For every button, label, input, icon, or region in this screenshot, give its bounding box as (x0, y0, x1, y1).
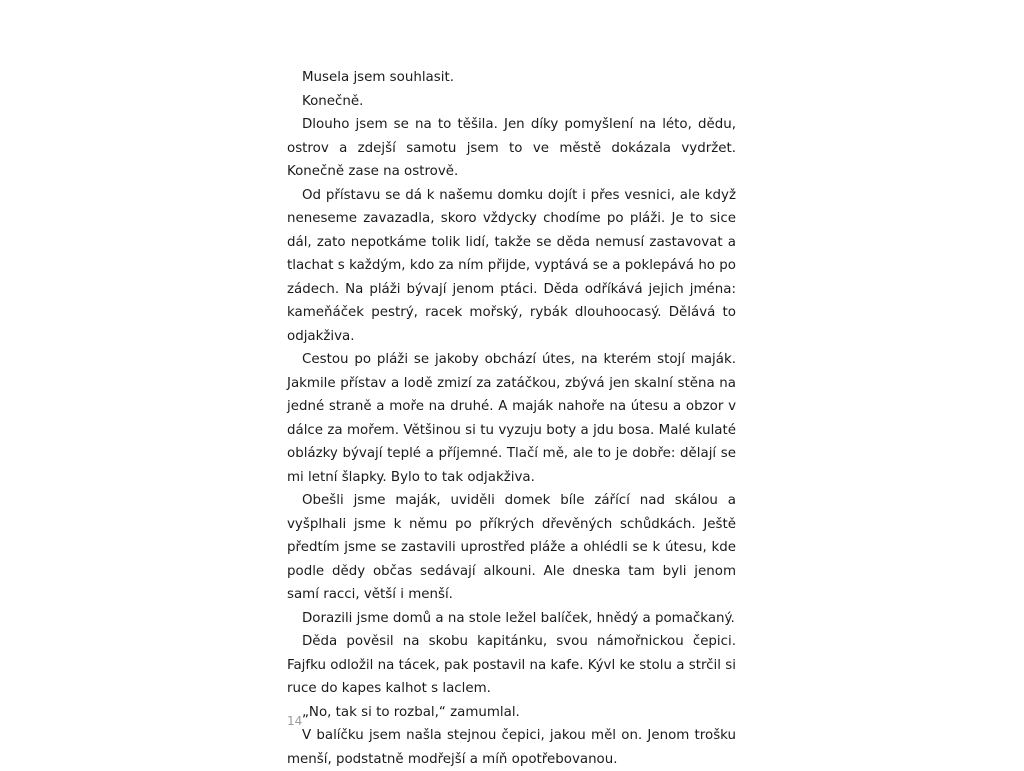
paragraph: Obešli jsme maják, uviděli domek bíle zářící nad skálou a vyšplhali jsme k němu po příkrých dřevěných schůdkách. Ještě předtím jsme se zastavili uprostřed pláže a ohlédli se k útesu, kde podle dědy občas sedávají alkouni. Ale dneska tam byli jenom samí racci, větší i menší. (287, 493, 736, 602)
paragraph: Dlouho jsem se na to těšila. Jen díky pomyšlení na léto, dědu, ostrov a zdejší samotu jsem to ve městě dokázala vydržet. Konečně zase na ostrově. (287, 117, 736, 179)
paragraph: V balíčku jsem našla stejnou čepici, jakou měl on. Jenom trošku menší, podstatně modřejší a míň opotřebovanou. (287, 728, 736, 767)
paragraph: „No, tak si to rozbal,“ zamumlal. (302, 704, 520, 720)
paragraph: Konečně. (302, 93, 364, 109)
body-text (287, 66, 736, 771)
paragraph: Musela jsem souhlasit. (302, 70, 454, 85)
paragraph: Dorazili jsme domů a na stole ležel balíček, hnědý a pomačkaný. (302, 610, 735, 626)
paragraph: Od přístavu se dá k našemu domku dojít i přes vesnici, ale když neneseme zavazadla, skoro vždycky chodíme po pláži. Je to sice dál, zato nepotkáme tolik lidí, takže se děda nemusí zastavovat a tlachat s každým, kdo za ním přijde, vyptává se a poklepává ho po zádech. Na pláži bývají jenom ptáci. Děda odříkává jejich jména: kameňáček pestrý, racek mořský, rybák dlouhoocasý. Dělává to odjakživa. (287, 187, 736, 344)
paragraph: Cestou po pláži se jakoby obchází útes, na kterém stojí maják. Jakmile přístav a lodě zmizí za zatáčkou, zbývá jen skalní stěna na jedné straně a moře na druhé. A maják nahoře na útesu a obzor v dálce za mořem. Většinou si tu vyzuju boty a jdu bosa. Malé kulaté oblázky bývají teplé a příjemné. Tlačí mě, ale to je dobře: dělají se mi letní šlapky. Bylo to tak odjakživa. (287, 352, 736, 485)
page-number: 14 (287, 714, 303, 728)
paragraph: Děda pověsil na skobu kapitánku, svou námořnickou čepici. Fajfku odložil na tácek, pak postavil na kafe. Kývl ke stolu a strčil si ruce do kapes kalhot s laclem. (287, 634, 736, 696)
